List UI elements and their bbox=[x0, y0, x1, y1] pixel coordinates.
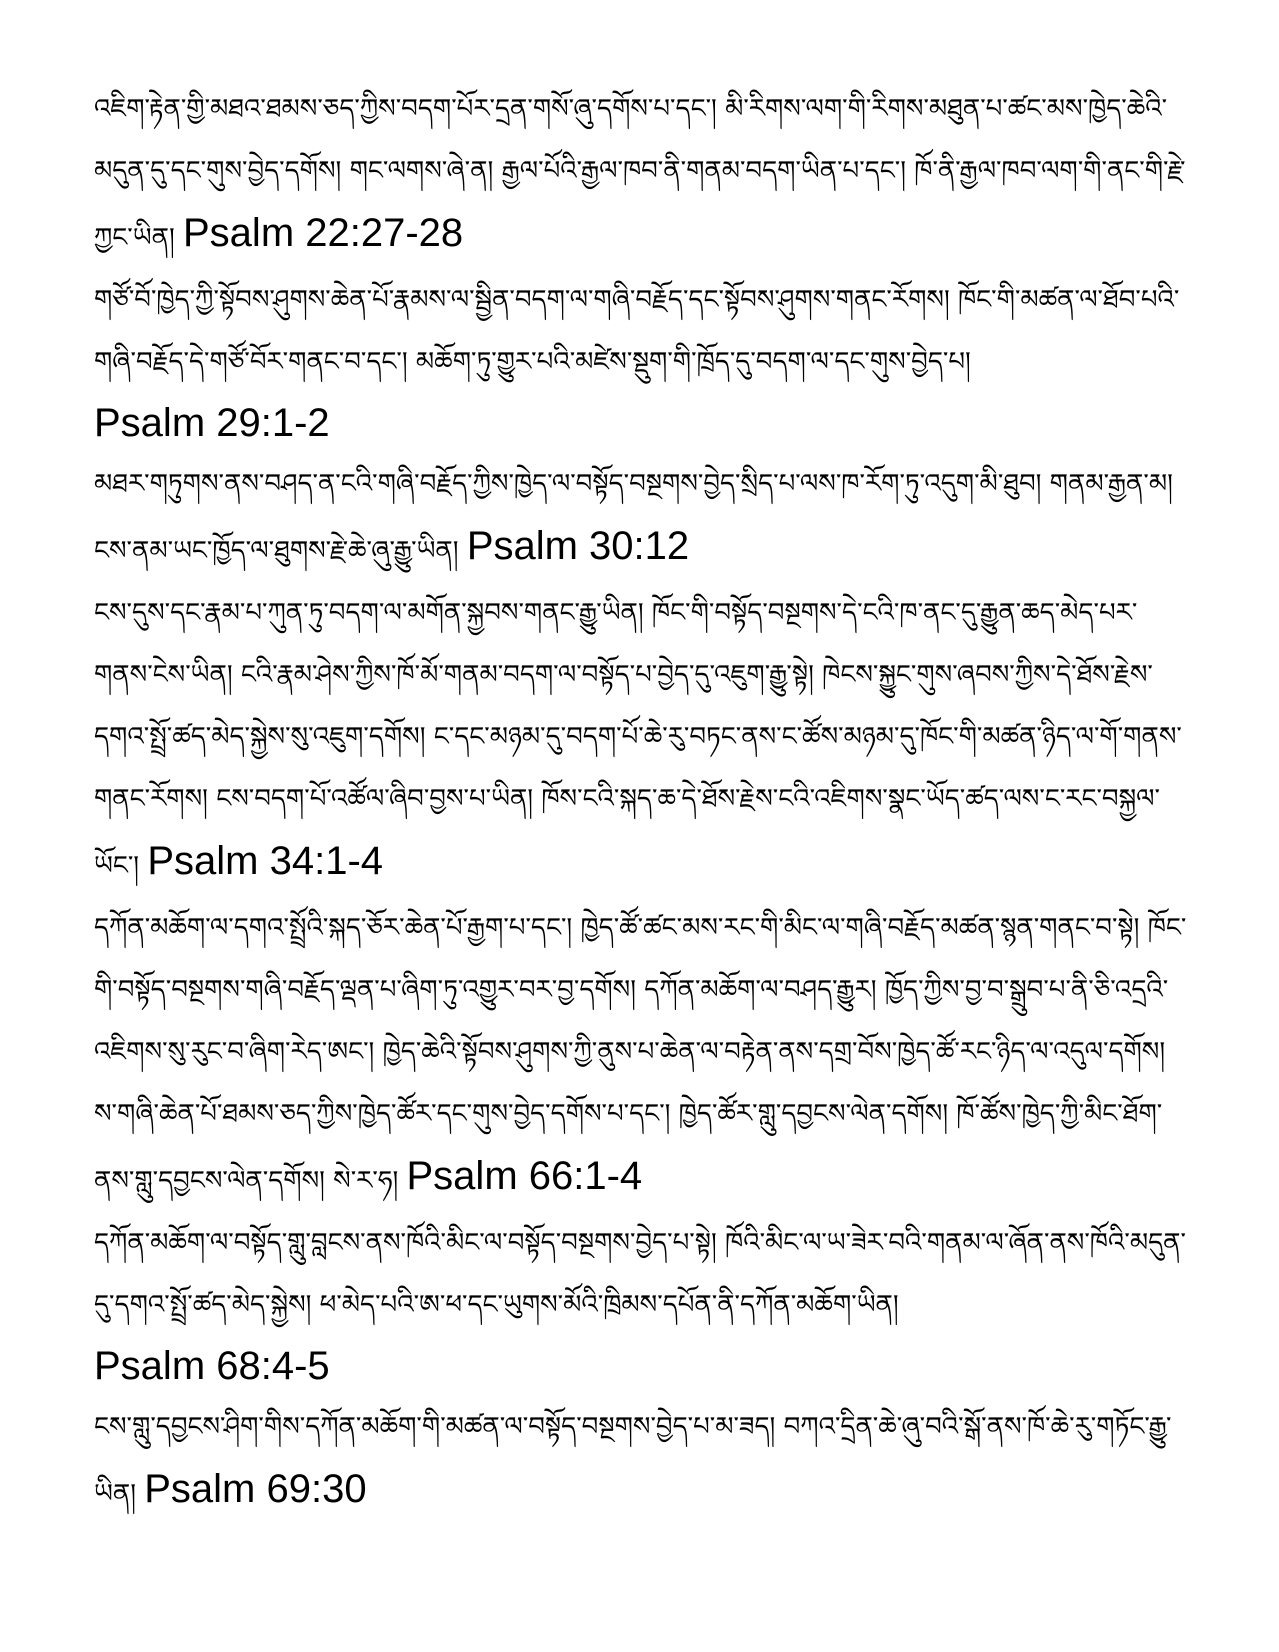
passage-text: གཙོ་བོ་ཁྱེད་ཀྱི་སྟོབས་ཤུགས་ཆེན་པོ་རྣམས་ལ་སྦྱིན་བདག་ལ་གཞི་བརྗོད་དང་སྟོབས་ཤུགས་གནང་རོགས། ཁོང་གི་མཚན་ལ་ཐོབ་པའི་གཞི་བརྗོད་དེ་གཙོ་བོར་གནང་བ་དང་། མཆོག་ཏུ་གྱུར་པའི་མཛེས་སྡུག་གི་ཁྲོད་དུ་བདག་ལ་དང་གུས་བྱེད་པ། bbox=[94, 285, 1180, 377]
passage-text: དཀོན་མཆོག་ལ་དགའ་སྤྲོའི་སྐད་ཅོར་ཆེན་པོ་རྒྱག་པ་དང་། ཁྱེད་ཚོ་ཚང་མས་རང་གི་མིང་ལ་གཞི་བརྗོད་མཚན་སྙན་གནང་བ་སྟེ། ཁོང་གི་བསྟོད་བསྔགས་གཞི་བརྗོད་ལྡན་པ་ཞིག་ཏུ་འགྱུར་བར་བྱ་དགོས། དཀོན་མཆོག་ལ་བཤད་རྒྱུར། ཁྱོད་ཀྱིས་བྱ་བ་སྒྲུབ་པ་ནི་ཅི་འདྲའི་འཇིགས་སུ་རུང་བ་ཞིག་རེད་ཨང་། ཁྱེད་ཆེའི་སྟོབས་ཤུགས་ཀྱི་ནུས་པ་ཆེན་ལ་བརྟེན་ནས་དགྲ་བོས་ཁྱེད་ཚོ་རང་ཉིད་ལ་འདུལ་དགོས། ས་གཞི་ཆེན་པོ་ཐམས་ཅད་ཀྱིས་ཁྱེད་ཚོར་དང་གུས་བྱེད་དགོས་པ་དང་། ཁྱེད་ཚོར་གླུ་དབྱངས་ལེན་དགོས། ཁོ་ཚོས་ཁྱེད་ཀྱི་མིང་ཐོག་ནས་གླུ་དབྱངས་ལེན་དགོས། སེ་ར་ཧ། bbox=[94, 913, 1187, 1196]
document-page bbox=[94, 78, 1194, 1525]
passage-psalm-69 bbox=[94, 1396, 1194, 1525]
passage-psalm-22 bbox=[94, 78, 1194, 269]
scripture-reference: Psalm 69:30 bbox=[144, 1467, 367, 1511]
passage-psalm-66 bbox=[94, 897, 1194, 1212]
scripture-reference: Psalm 68:4-5 bbox=[94, 1344, 330, 1388]
passage-psalm-68 bbox=[94, 1212, 1194, 1396]
scripture-reference: Psalm 34:1-4 bbox=[147, 839, 384, 883]
passage-psalm-30 bbox=[94, 453, 1194, 582]
passage-psalm-29 bbox=[94, 269, 1194, 453]
passage-psalm-34 bbox=[94, 582, 1194, 897]
passage-text: དཀོན་མཆོག་ལ་བསྟོད་གླུ་བླངས་ནས་ཁོའི་མིང་ལ་བསྟོད་བསྔགས་བྱེད་པ་སྟེ། ཁོའི་མིང་ལ་ཡ་ཟེར་བའི་གནམ་ལ་ཞོན་ནས་ཁོའི་མདུན་དུ་དགའ་སྤྲོ་ཚད་མེད་སྐྱེས། ཕ་མེད་པའི་ཨ་ཕ་དང་ཡུགས་མོའི་ཁྲིམས་དཔོན་ནི་དཀོན་མཆོག་ཡིན། bbox=[94, 1228, 1186, 1320]
passage-text: ངས་དུས་དང་རྣམ་པ་ཀུན་ཏུ་བདག་ལ་མགོན་སྐྱབས་གནང་རྒྱུ་ཡིན། ཁོང་གི་བསྟོད་བསྔགས་དེ་ངའི་ཁ་ནང་དུ་རྒྱུན་ཆད་མེད་པར་གནས་ངེས་ཡིན། ངའི་རྣམ་ཤེས་ཀྱིས་ཁོ་མོ་གནམ་བདག་ལ་བསྟོད་པ་བྱེད་དུ་འཇུག་རྒྱུ་སྟེ། ཁེངས་སྐྱུང་གུས་ཞབས་ཀྱིས་དེ་ཐོས་རྗེས་དགའ་སྤྲོ་ཚད་མེད་སྐྱེས་སུ་འཇུག་དགོས། ང་དང་མཉམ་དུ་བདག་པོ་ཆེ་རུ་བཏང་ནས་ང་ཚོས་མཉམ་དུ་ཁོང་གི་མཚན་ཉིད་ལ་གོ་གནས་གནང་རོགས། ངས་བདག་པོ་འཚོལ་ཞིབ་བྱས་པ་ཡིན། ཁོས་ངའི་སྐད་ཆ་དེ་ཐོས་རྗེས་ངའི་འཇིགས་སྣང་ཡོད་ཚད་ལས་ང་རང་བསྐྱལ་ཡོང་། bbox=[94, 598, 1182, 881]
scripture-reference: Psalm 29:1-2 bbox=[94, 401, 330, 445]
scripture-reference: Psalm 22:27-28 bbox=[183, 211, 464, 255]
passage-text: འཇིག་རྟེན་གྱི་མཐའ་ཐམས་ཅད་ཀྱིས་བདག་པོར་དྲན་གསོ་ཞུ་དགོས་པ་དང་། མི་རིགས་ལག་གི་རིགས་མཐུན་པ་ཚང་མས་ཁྱེད་ཆེའི་མདུན་དུ་དང་གུས་བྱེད་དགོས། གང་ལགས་ཞེ་ན། རྒྱལ་པོའི་རྒྱལ་ཁབ་ནི་གནམ་བདག་ཡིན་པ་དང་། ཁོ་ནི་རྒྱལ་ཁབ་ལག་གི་ནང་གི་རྗེ་ཀྱང་ཡིན། bbox=[94, 94, 1186, 253]
passage-text: མཐར་གཏུགས་ནས་བཤད་ན་ངའི་གཞི་བརྗོད་ཀྱིས་ཁྱེད་ལ་བསྟོད་བསྔགས་བྱེད་སྲིད་པ་ལས་ཁ་རོག་ཏུ་འདུག་མི་ཐུབ། གནམ་རྒྱན་མ། ངས་ནམ་ཡང་ཁྱོད་ལ་ཐུགས་རྗེ་ཆེ་ཞུ་རྒྱུ་ཡིན། bbox=[94, 469, 1173, 566]
passage-text: ངས་གླུ་དབྱངས་ཤིག་གིས་དཀོན་མཆོག་གི་མཚན་ལ་བསྟོད་བསྔགས་བྱེད་པ་མ་ཟད། བཀའ་དྲིན་ཆེ་ཞུ་བའི་སྒོ་ནས་ཁོ་ཆེ་རུ་གཏོང་རྒྱུ་ཡིན། bbox=[94, 1412, 1172, 1509]
scripture-reference: Psalm 66:1-4 bbox=[406, 1154, 643, 1198]
scripture-reference: Psalm 30:12 bbox=[466, 524, 690, 568]
